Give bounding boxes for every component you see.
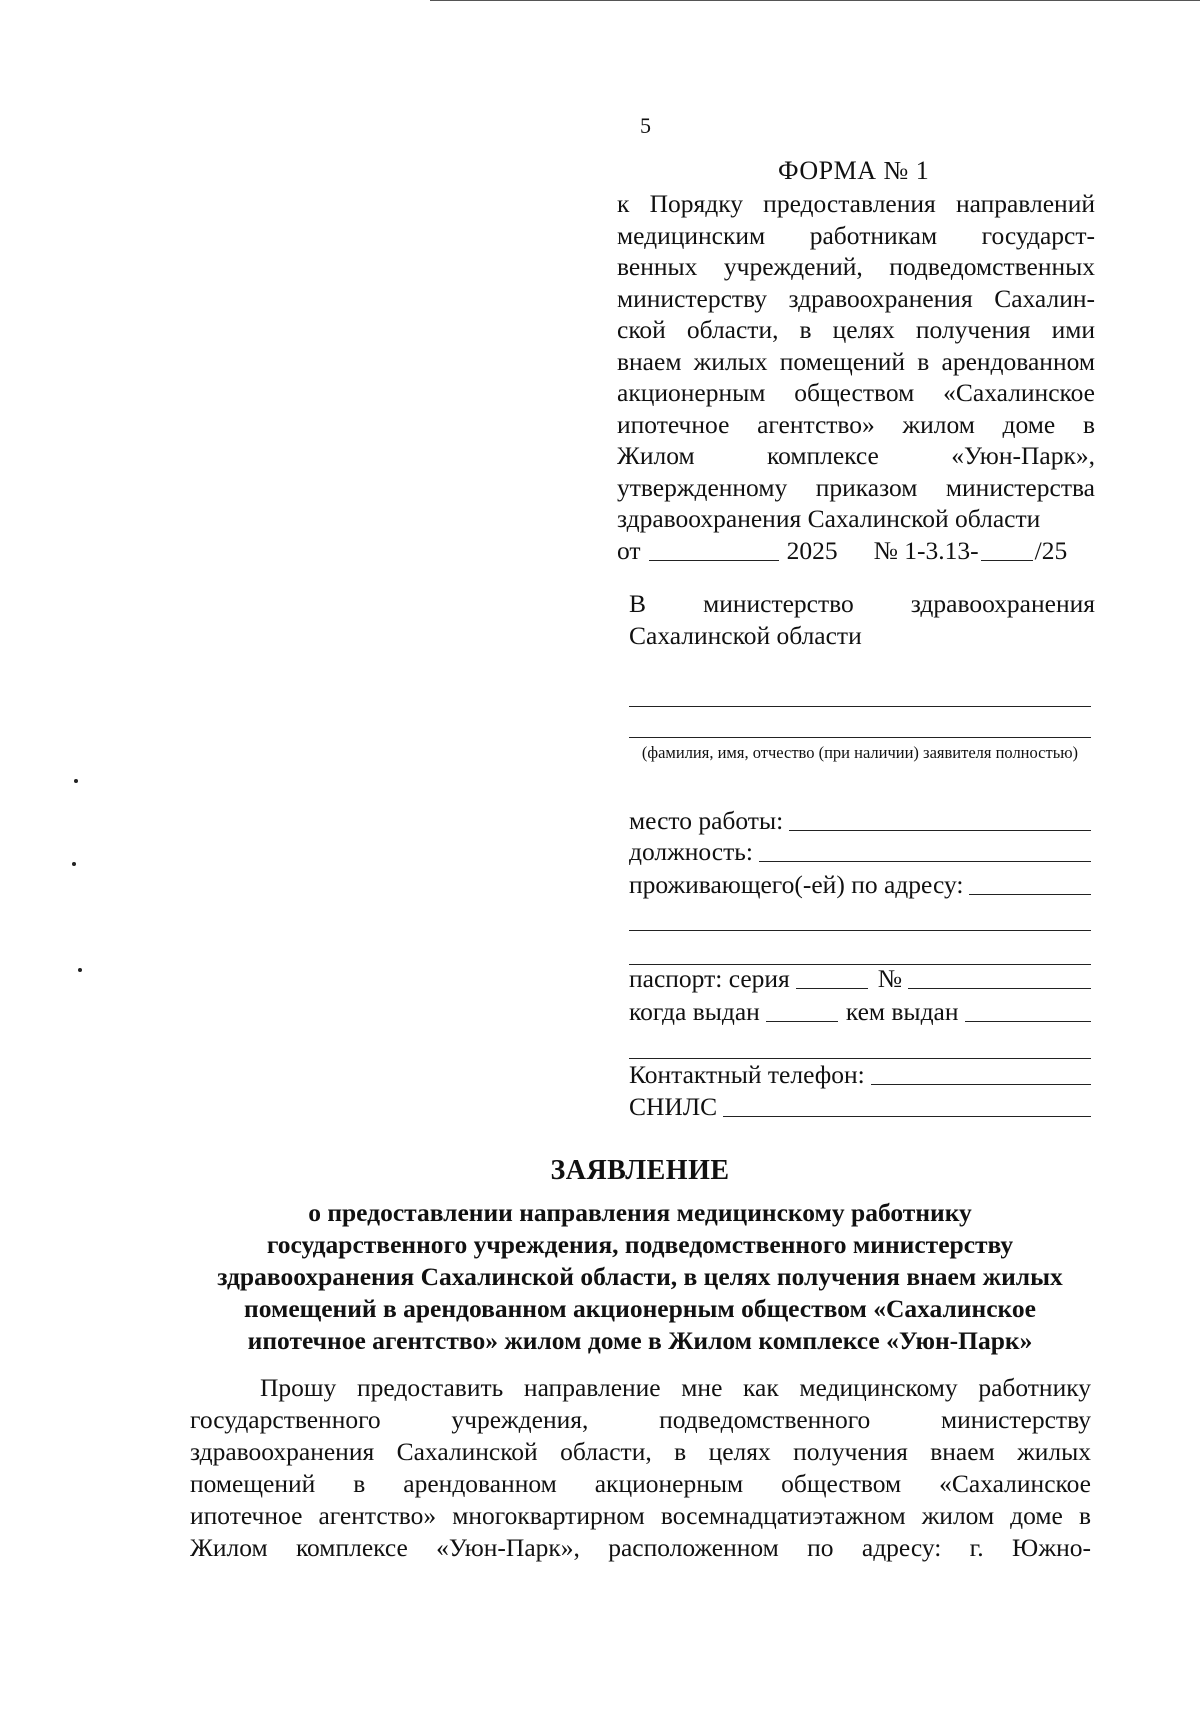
workplace-field [629,805,1091,836]
passport-number-label: № [877,964,903,993]
appendix-line: к Порядку предоставления направлений [617,189,1095,218]
subtitle-line: здравоохранения Сахалинской области, в целях получения внаем жилых [217,1262,1063,1291]
applicant-name-caption: (фамилия, имя, отчество (при наличии) заявителя полностью) [641,743,1079,762]
appendix-line: Жилом комплексе «Уюн-Парк», [617,441,1095,470]
passport-series-blank[interactable] [796,988,868,989]
form-title: ФОРМА № 1 [778,156,930,185]
statement-subtitle [140,1197,1140,1357]
appendix-line: утвержденному приказом министерства [617,472,1095,502]
recipient-block [629,588,1095,651]
scan-speck [78,968,82,972]
workplace-blank[interactable] [789,830,1091,831]
passport-number-blank[interactable] [908,988,1091,989]
issued-when-blank[interactable] [766,1021,838,1022]
scan-edge-line [430,0,1200,1]
subtitle-line: государственного учреждения, подведомственного министерству [266,1230,1014,1259]
scan-speck [72,862,76,866]
issued-by-label: кем выдан [845,997,959,1026]
position-blank[interactable] [759,861,1091,862]
position-field [629,836,1091,867]
applicant-name-line[interactable] [629,706,1091,707]
appendix-note [617,188,1095,566]
snils-field [629,1091,1091,1122]
appendix-line: внаем жилых помещений в арендованном [617,346,1095,376]
statement-title: ЗАЯВЛЕНИЕ [550,1155,730,1186]
appendix-line: ипотечное агентство» жилом доме в [617,409,1095,439]
phone-blank[interactable] [871,1084,1091,1085]
body-line: Прошу предоставить направление мне как медицинскому работнику [260,1373,1091,1402]
appendix-line: ской области, в целях получения ими [617,315,1095,344]
address-label: проживающего(-ей) по адресу: [629,870,964,899]
issued-field [629,996,1091,1027]
body-line: Жилом комплексе «Уюн-Парк», расположенном по адресу: г. Южно- [190,1533,1091,1562]
appendix-date-prefix: от [617,535,641,565]
appendix-number-blank [981,560,1033,561]
snils-label: СНИЛС [629,1092,718,1121]
issued-by-blank[interactable] [965,1021,1091,1022]
address-field [629,869,1091,900]
appendix-date-line [617,535,1095,567]
workplace-label: место работы: [629,806,784,835]
appendix-line: министерству здравоохранения Сахалин- [617,283,1095,313]
snils-blank[interactable] [723,1116,1091,1117]
recipient-line: В министерство здравоохранения [629,589,1095,618]
subtitle-line: о предоставлении направления медицинскому работнику [308,1198,972,1227]
body-line: помещений в арендованном акционерным обществом «Сахалинское [190,1469,1091,1498]
body-line: ипотечное агентство» многоквартирном восемнадцатиэтажном жилом доме в [190,1501,1091,1530]
position-label: должность: [629,837,753,866]
appendix-line: венных учреждений, подведомственных [617,252,1095,281]
scan-speck [74,779,78,783]
subtitle-line: помещений в арендованном акционерным обществом «Сахалинское [244,1294,1036,1323]
subtitle-line: ипотечное агентство» жилом доме в Жилом комплексе «Уюн-Парк» [247,1326,1033,1355]
passport-field [629,963,1091,994]
appendix-number-prefix: № 1-3.13- [873,535,979,565]
appendix-number-suffix: /25 [1034,535,1068,565]
recipient-line: Сахалинской области [629,620,862,650]
appendix-line: акционерным обществом «Сахалинское [617,378,1095,407]
page-number: 5 [640,113,651,138]
appendix-date-blank [649,560,779,561]
applicant-name-line[interactable] [629,737,1091,738]
appendix-line: здравоохранения Сахалинской области [617,504,1041,533]
issued-when-label: когда выдан [629,997,760,1026]
appendix-line: медицинским работникам государст- [617,220,1095,250]
phone-label: Контактный телефон: [629,1060,865,1089]
address-line[interactable] [629,930,1091,931]
passport-series-label: паспорт: серия [629,964,790,993]
body-line: государственного учреждения, подведомственного министерству [190,1405,1091,1434]
phone-field [629,1059,1091,1090]
body-line: здравоохранения Сахалинской области, в целях получения внаем жилых [190,1437,1091,1466]
appendix-date-year: 2025 [786,535,838,565]
address-blank[interactable] [969,894,1091,895]
statement-body [190,1372,1091,1564]
